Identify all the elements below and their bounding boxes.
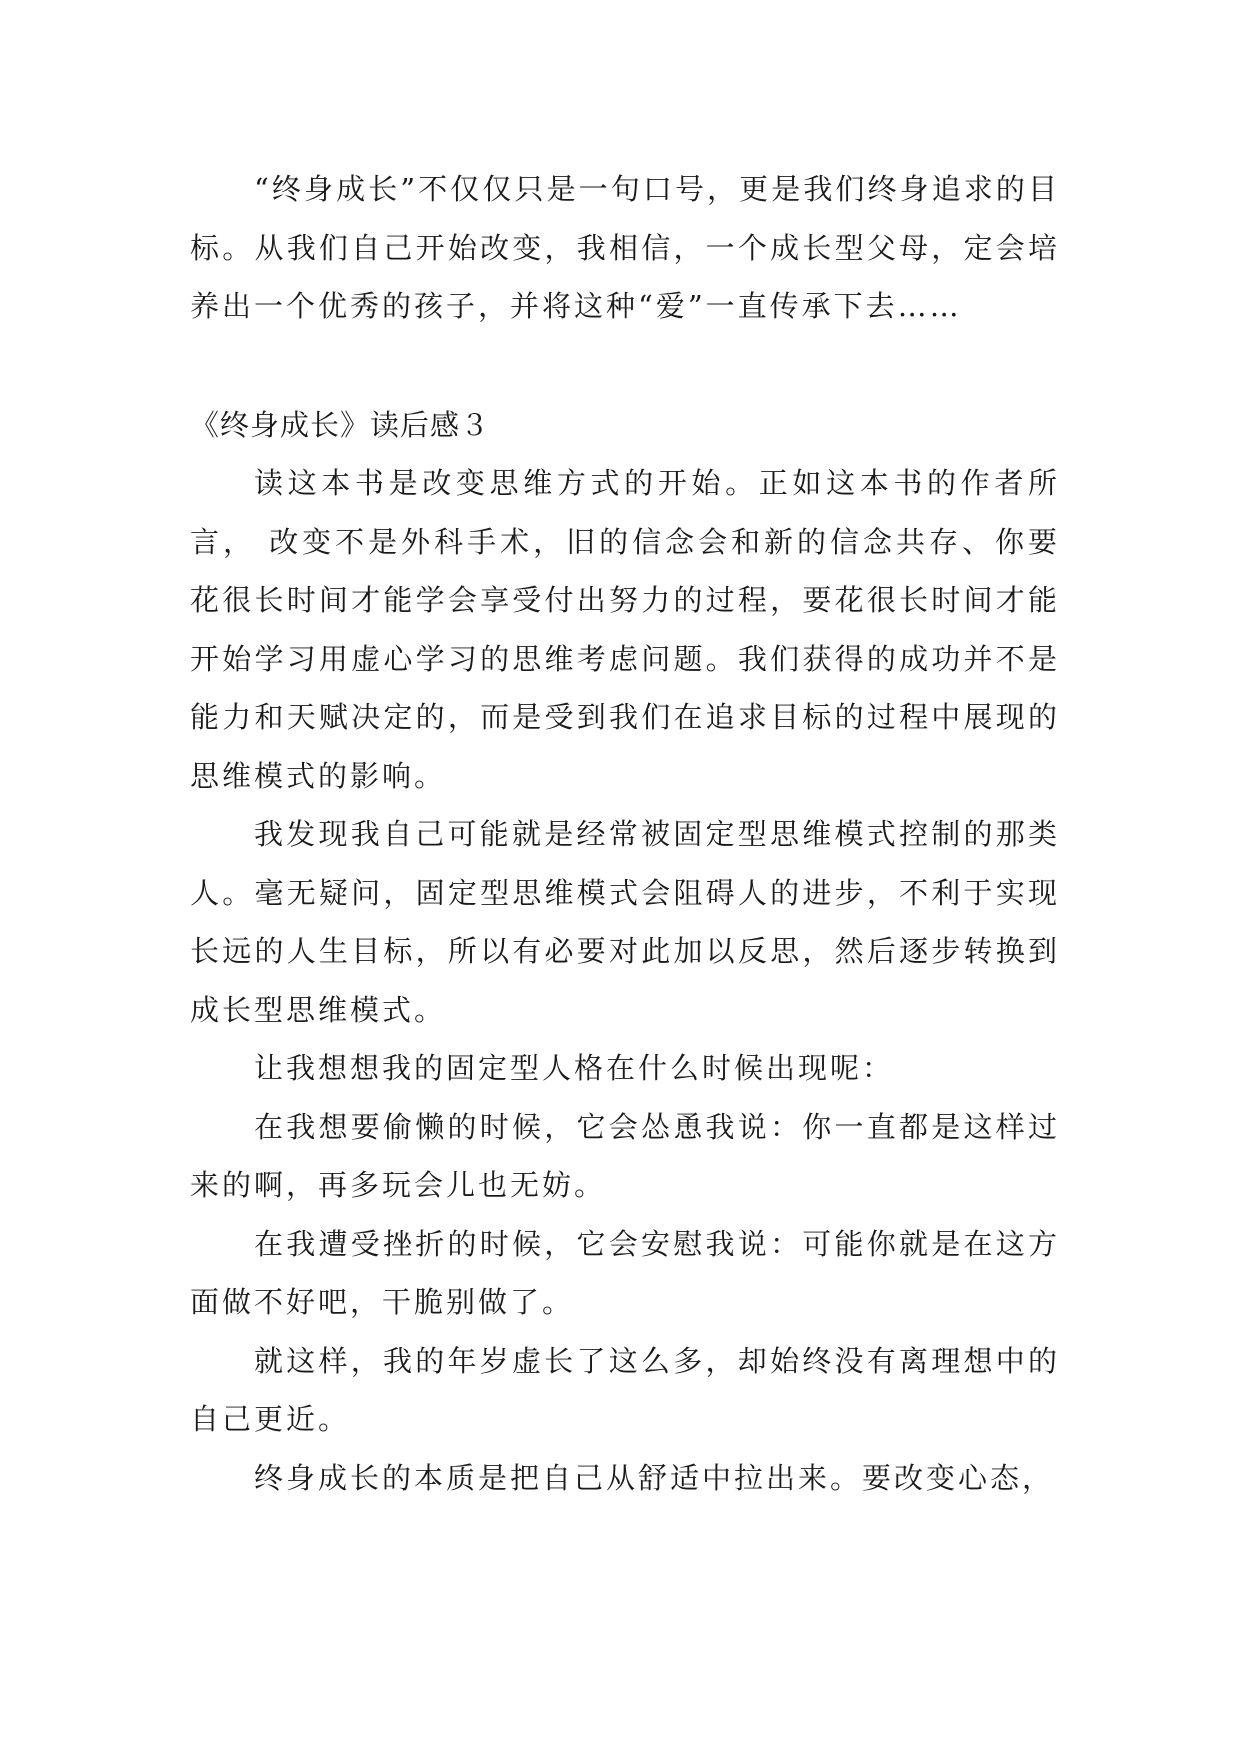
body-paragraph-6: 就这样，我的年岁虚长了这么多，却始终没有离理想中的自己更近。 [190, 1343, 1060, 1436]
section-title: 《终身成长》读后感３ [190, 407, 491, 442]
intro-paragraph: “终身成长”不仅仅只是一句口号，更是我们终身追求的目标。从我们自己开始改变，我相信，一个成长型父母，定会培养出一个优秀的孩子，并将这种“爱”一直传承下去…… [190, 172, 1060, 323]
body-paragraph-3: 让我想想我的固定型人格在什么时候出现呢： [254, 1051, 895, 1085]
body-paragraph-7: 终身成长的本质是把自己从舒适中拉出来。要改变心态， [254, 1460, 1055, 1495]
section-gap [190, 336, 1060, 396]
body-paragraph-2: 我发现我自己可能就是经常被固定型思维模式控制的那类人。毫无疑问，固定型思维模式会阻碍人的进步，不利于实现长远的人生目标，所以有必要对此加以反思，然后逐步转换到成长型思维模式。 [190, 817, 1060, 1027]
body-paragraph-1: 读这本书是改变思维方式的开始。正如这本书的作者所言， 改变不是外科手术，旧的信念会和新的信念共存、你要花很长时间才能学会享受付出努力的过程，要花很长时间才能开始学习用虚心学习的思维考虑问题。我们获得的成功并不是能力和天赋决定的，而是受到我们在追求目标的过程中展现的思维模式的影响。 [190, 466, 1060, 793]
document-body [190, 160, 1060, 1507]
body-paragraph-4: 在我想要偷懒的时候，它会怂恿我说：你一直都是这样过来的啊，再多玩会儿也无妨。 [190, 1109, 1060, 1202]
body-paragraph-5: 在我遭受挫折的时候，它会安慰我说：可能你就是在这方面做不好吧，干脆别做了。 [190, 1226, 1060, 1319]
